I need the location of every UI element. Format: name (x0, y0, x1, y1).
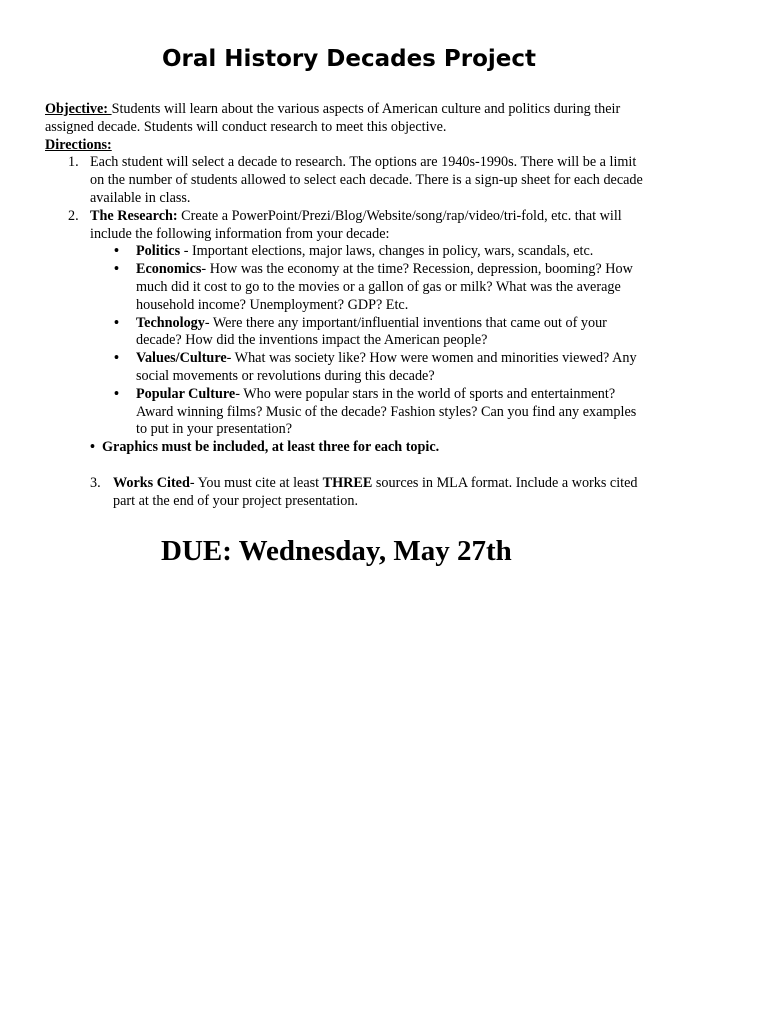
direction-number: 2. (68, 207, 79, 224)
graphics-note-text: Graphics must be included, at least three for each topic. (102, 439, 440, 456)
direction-text-before: - You must cite at least (189, 474, 323, 491)
directions-heading (45, 137, 645, 155)
document-body (45, 101, 645, 510)
direction-lead: The Research: (90, 207, 178, 224)
objective-text: Students will learn about the various aspects of American culture and politics during their assigned decade. Students will conduct research to meet this objective. (45, 101, 621, 135)
direction-item-2 (45, 208, 645, 439)
direction-number: 3. (90, 474, 101, 491)
topic-label: Values/Culture (136, 350, 227, 367)
directions-list (45, 154, 645, 439)
topic-label: Technology (136, 314, 205, 331)
direction-item-1 (45, 154, 645, 207)
topic-text: - Who were popular stars in the world of sports and entertainment? Award winning films? Music of the decade? Fashion styles? Can you find any examples to put in your presentation? (136, 385, 637, 438)
objective-label: Objective: (45, 101, 112, 117)
topic-item-values-culture (114, 350, 645, 386)
topic-item-popular-culture (114, 385, 645, 439)
direction-item-3 (45, 475, 645, 511)
bullet-icon: • (114, 243, 119, 260)
bullet-icon: • (114, 350, 119, 367)
directions-list-continued (45, 475, 645, 511)
topic-text: - Were there any important/influential inventions that came out of your decade? How did the inventions impact the American people? (136, 314, 607, 349)
direction-number: 1. (68, 154, 79, 171)
topic-item-technology (114, 314, 645, 351)
spacer (45, 457, 645, 475)
topic-label: Economics (136, 261, 202, 278)
direction-text: Each student will select a decade to research. The options are 1940s-1990s. There will be a limit on the number of students allowed to select each decade. There is a sign-up sheet for each decade available in class. (90, 154, 643, 206)
objective-paragraph (45, 101, 645, 137)
topic-text: - How was the economy at the time? Recession, depression, booming? How much did it cost to go to the movies or a gallon of gas or milk? What was the average household income? Unemployment? GDP? Etc. (136, 261, 633, 313)
topic-list (90, 243, 645, 439)
page-title: Oral History Decades Project (162, 46, 536, 72)
bullet-icon: • (114, 314, 119, 331)
due-date: DUE: Wednesday, May 27th (161, 535, 512, 567)
direction-text: Create a PowerPoint/Prezi/Blog/Website/song/rap/video/tri-fold, etc. that will include the following information from your decade: (90, 207, 622, 242)
bullet-icon: • (90, 439, 95, 456)
direction-emphasis: THREE (322, 474, 373, 491)
graphics-note (45, 439, 645, 457)
direction-text-after: sources in MLA format. Include a works cited part at the end of your project presentation. (113, 474, 638, 509)
topic-item-politics (114, 243, 645, 261)
bullet-icon: • (114, 385, 119, 402)
topic-text: - What was society like? How were women and minorities viewed? Any social movements or revolutions during this decade? (136, 350, 637, 384)
topic-text: - Important elections, major laws, changes in policy, wars, scandals, etc. (180, 243, 594, 260)
topic-label: Politics (136, 243, 181, 260)
topic-label: Popular Culture (136, 385, 236, 402)
directions-label: Directions: (45, 136, 112, 153)
bullet-icon: • (114, 261, 119, 278)
direction-lead: Works Cited (113, 474, 190, 491)
topic-item-economics (114, 261, 645, 314)
